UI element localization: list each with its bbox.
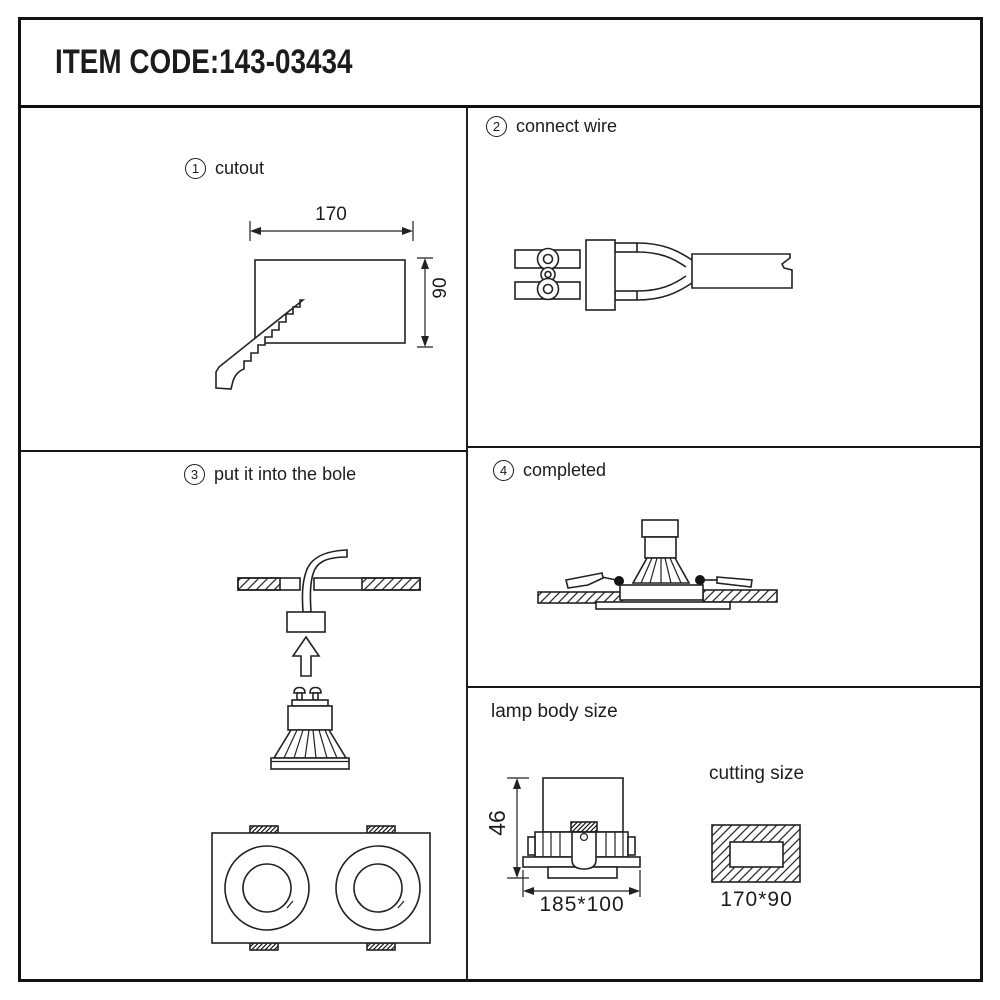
lamp-side-view	[507, 778, 640, 897]
saw-icon	[216, 300, 303, 389]
cutout-diagram	[216, 221, 433, 389]
step-4-number-icon: 4	[493, 460, 514, 481]
wire-bottom	[637, 276, 692, 300]
connect-wire-diagram	[515, 240, 792, 310]
junction-box	[287, 612, 325, 632]
cutting-hole	[730, 842, 783, 867]
right-spring-clip	[717, 577, 752, 587]
completed-diagram	[538, 520, 777, 609]
cutout-width-dimension: 170	[315, 204, 347, 225]
mains-cable	[692, 254, 792, 288]
step-2-number-icon: 2	[486, 116, 507, 137]
cutting-size-label: cutting size	[709, 763, 805, 784]
wire-top	[637, 243, 692, 267]
step-3-text: put it into the bole	[214, 464, 357, 484]
step-1-text: cutout	[215, 158, 265, 178]
step-1-number-icon: 1	[185, 158, 206, 179]
cutting-size-dimension: 170*90	[720, 888, 793, 911]
lamp-bezel	[620, 585, 703, 600]
cutting-size-diagram	[712, 825, 800, 882]
terminal-block	[586, 240, 615, 310]
left-spring-clip	[566, 573, 603, 588]
gu10-bulb-icon	[271, 688, 349, 770]
step-4-text: completed	[523, 460, 607, 480]
mounting-clip	[572, 832, 596, 869]
ceiling-cross-section	[238, 578, 420, 590]
lamp-height-dimension: 46	[483, 810, 510, 836]
trim-flange	[596, 602, 730, 609]
up-arrow-icon	[293, 637, 319, 676]
lamp-front-view	[212, 826, 430, 950]
ceiling-right	[703, 590, 777, 602]
install-diagram	[212, 550, 430, 950]
right-pivot-dot	[695, 575, 705, 585]
lamp-body-size-dimension: 185*100	[539, 893, 625, 916]
cutout-height-dimension: 90	[430, 277, 451, 299]
step-2-text: connect wire	[516, 116, 618, 136]
lamp-body-size-label: lamp body size	[491, 701, 618, 722]
item-code-title: ITEM CODE:143-03434	[55, 43, 353, 81]
step-3-number-icon: 3	[184, 464, 205, 485]
